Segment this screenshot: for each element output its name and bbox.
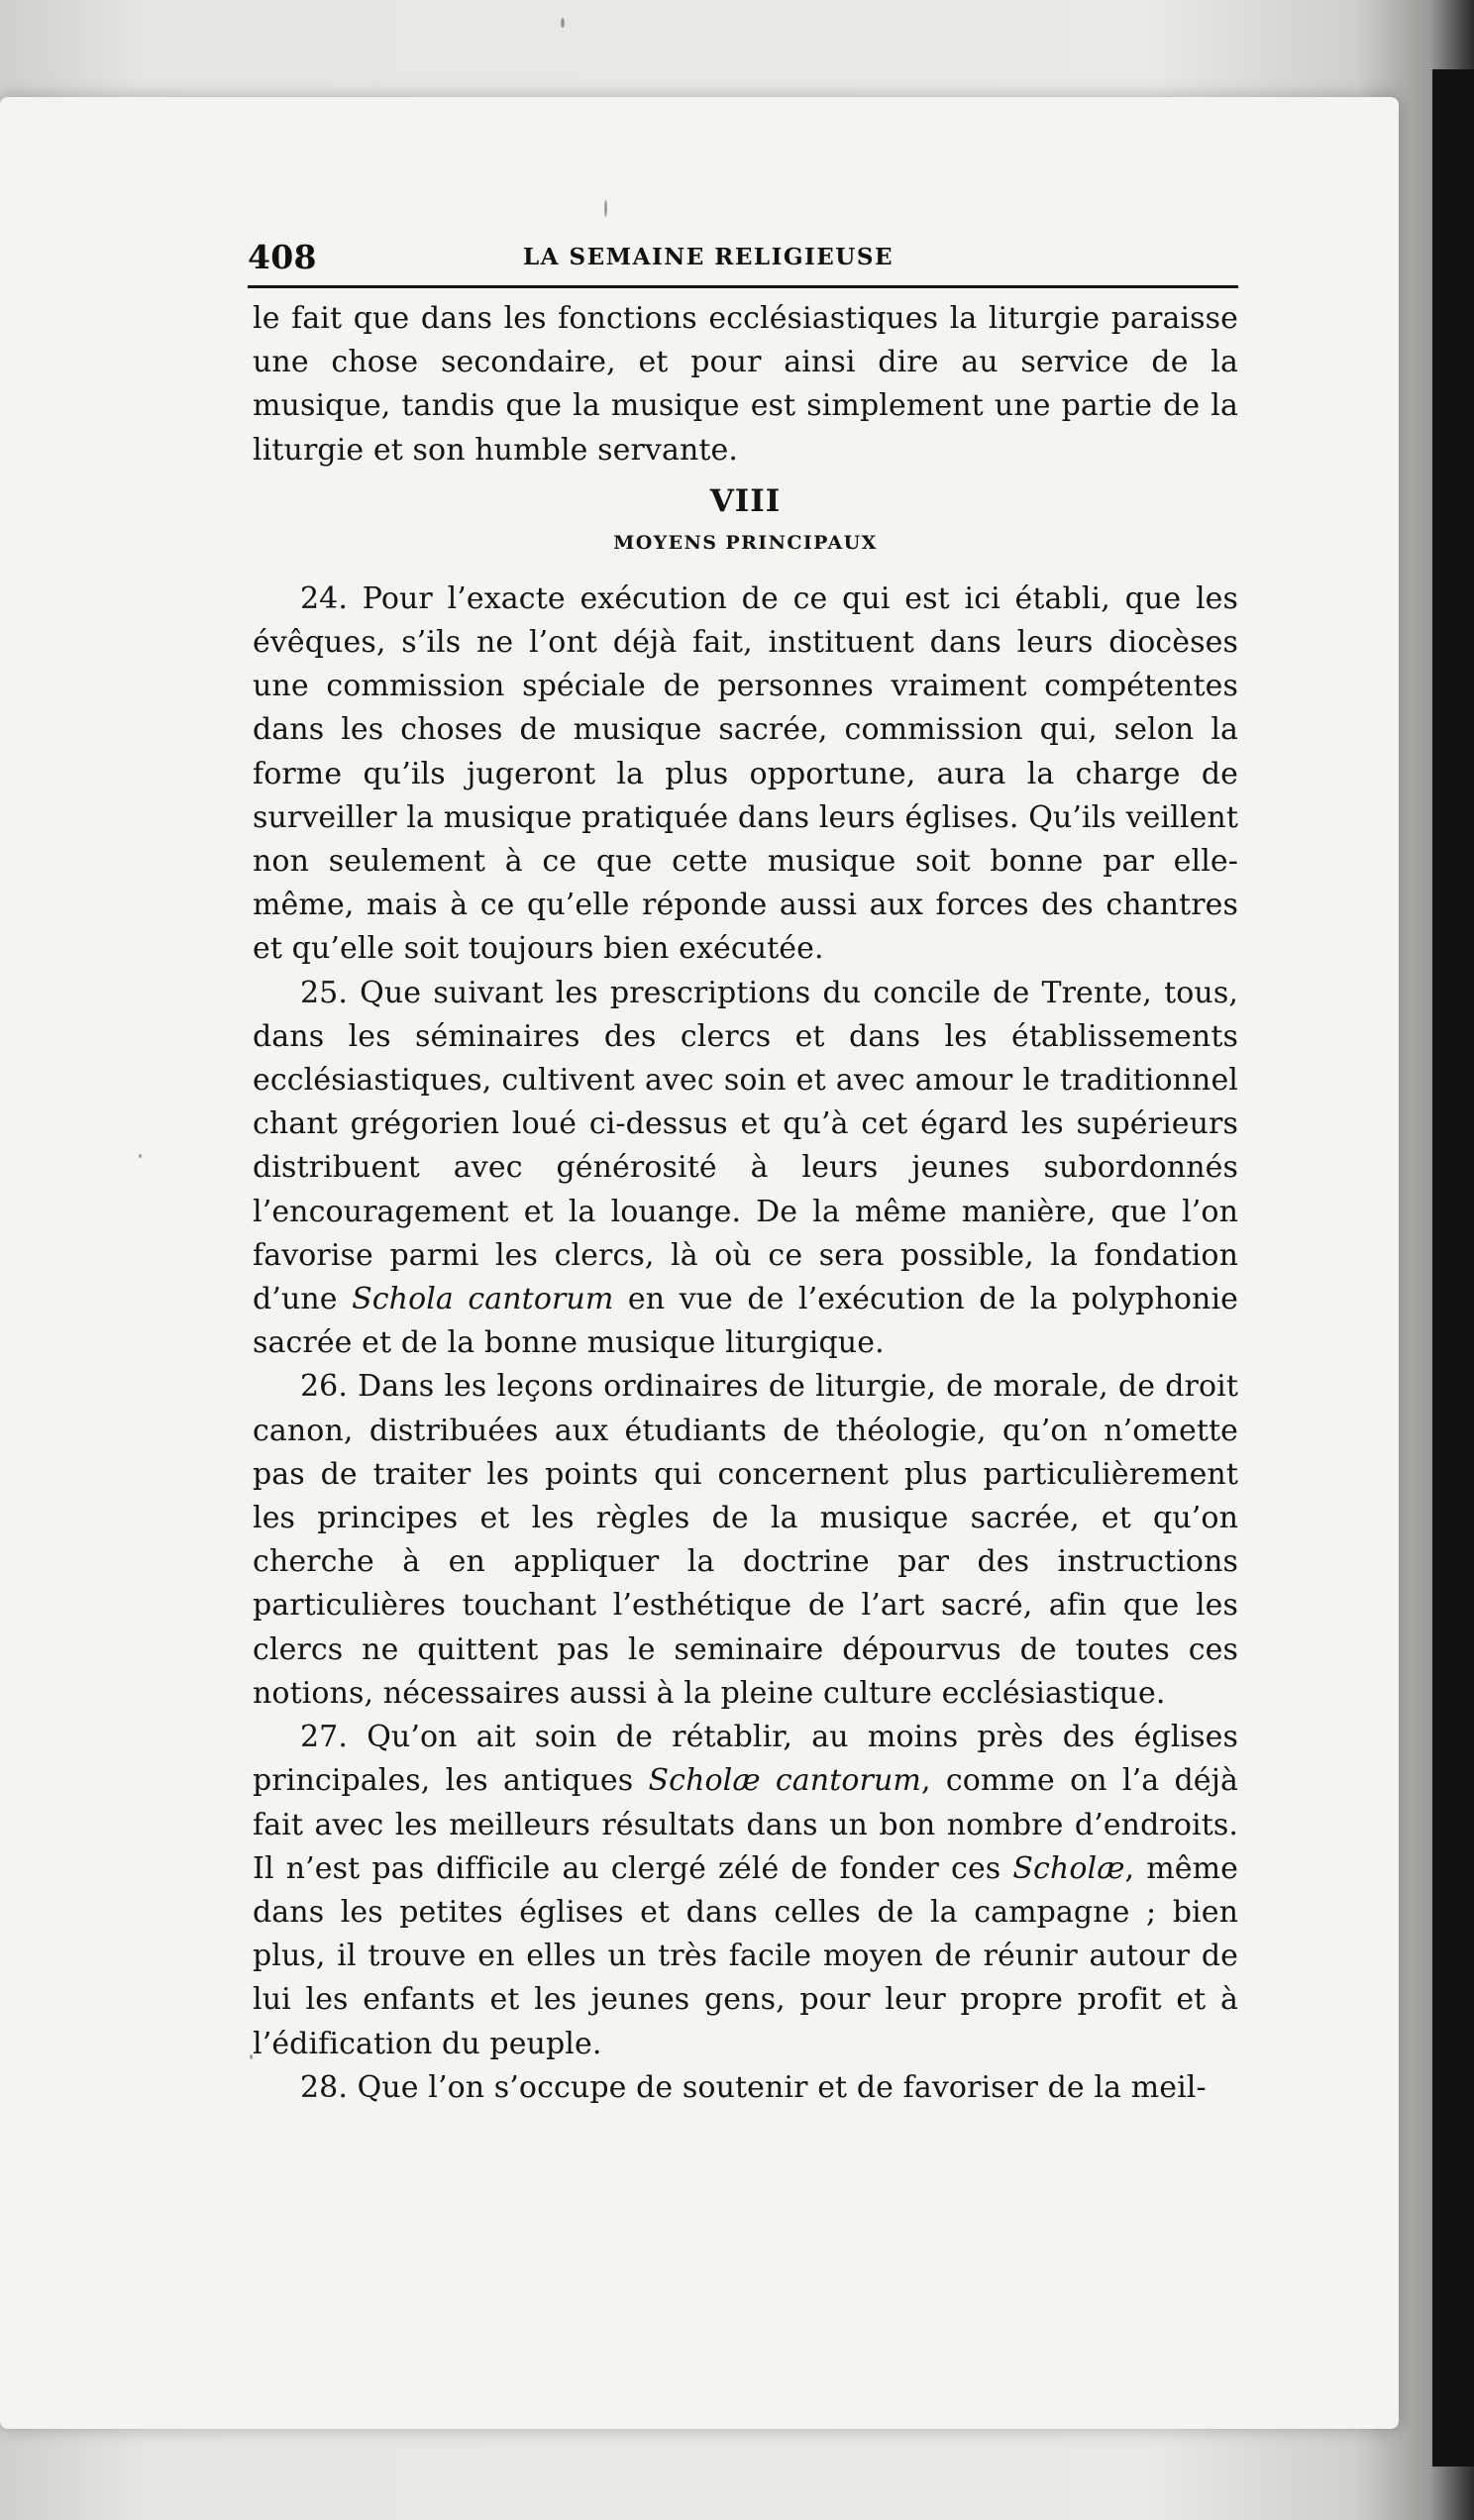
scan-speck: [139, 1154, 142, 1158]
scan-speck: [604, 200, 607, 217]
paragraph-27-start: 27. Qu’on ait soin de rétablir, au moins près des églises principales, les antiques: [253, 1720, 1238, 1799]
schola-cantorum-italic: Schola cantorum: [352, 1282, 614, 1317]
paragraph-25-start: 25. Que suivant les prescriptions du concile de Trente, tous, dans les séminaires des clercs et dans les établissements ecclésiastiques, cultivent avec soin et avec amour le traditionnel chant grégorien loué ci-dessus et qu’à cet égard les supérieurs distribuent avec générosité à leurs jeunes subordonnés l’encouragement et la louange. De la même manière, que l’on favorise parmi les clercs, là où ce sera possible, la fondation d’une: [253, 975, 1238, 1317]
scan-speck: [561, 18, 565, 28]
page-number: 408: [248, 238, 317, 276]
paragraph-27-middle: , comme on l’a déjà fait avec les meilleurs résultats dans un bon nombre d’endroits. Il n’est pas difficile au clergé zélé de fonder ces: [253, 1763, 1238, 1886]
paragraph-24: 24. Pour l’exacte exécution de ce qui est ici établi, que les évêques, s’ils ne l’ont déjà fait, instituent dans leurs diocèses une commission spéciale de personnes vraiment compétentes dans les choses de musique sacrée, commission qui, selon la forme qu’ils jugeront la plus opportune, aura la charge de surveiller la musique pratiquée dans leurs églises. Qu’ils veillent non seulement à ce que cette musique soit bonne par elle-même, mais à ce qu’elle réponde aussi aux forces des chantres et qu’elle soit toujours bien exécutée.: [253, 580, 1238, 967]
paragraph-25-end: en vue de l’exécution de la polyphonie sacrée et de la bonne musique liturgique.: [253, 1282, 1238, 1361]
running-title: LA SEMAINE RELIGIEUSE: [523, 244, 894, 270]
paragraph-27: [253, 1716, 1238, 2066]
paragraph-28: 28. Que l’on s’occupe de soutenir et de favoriser de la meil-: [300, 2069, 1207, 2105]
section-title: MOYENS PRINCIPAUX: [613, 531, 878, 554]
main-text: [253, 297, 1238, 2110]
paragraph-25: [253, 972, 1238, 1366]
dark-page-edge: [1432, 69, 1474, 2467]
scholae-cantorum-italic: Scholæ cantorum: [648, 1763, 921, 1799]
section-number: VIII: [709, 482, 782, 519]
header-rule: [248, 285, 1238, 288]
scholae-italic: Scholæ: [1012, 1850, 1125, 1886]
page-header: [248, 238, 1248, 289]
paragraph-26: 26. Dans les leçons ordinaires de liturgie, de morale, de droit canon, distribuées aux étudiants de théologie, qu’on n’omette pas de traiter les points qui concernent plus particulièrement les principes et les règles de la musique sacrée, et qu’on cherche à en appliquer la doctrine par des instructions particulières touchant l’esthétique de l’art sacré, afin que les clercs ne quittent pas le seminaire dépourvus de toutes ces notions, nécessaires aussi à la pleine culture ecclésiastique.: [253, 1369, 1238, 1711]
intro-paragraph: le fait que dans les fonctions ecclésiastiques la liturgie paraisse une chose secondaire, et pour ainsi dire au service de la musique, tandis que la musique est simplement une partie de la liturgie et son humble servante.: [253, 301, 1238, 468]
paragraph-27-end: , même dans les petites églises et dans celles de la campagne ; bien plus, il trouve en elles un très facile moyen de réunir autour de lui les enfants et les jeunes gens, pour leur propre profit et à l’édification du peuple.: [253, 1850, 1238, 2061]
